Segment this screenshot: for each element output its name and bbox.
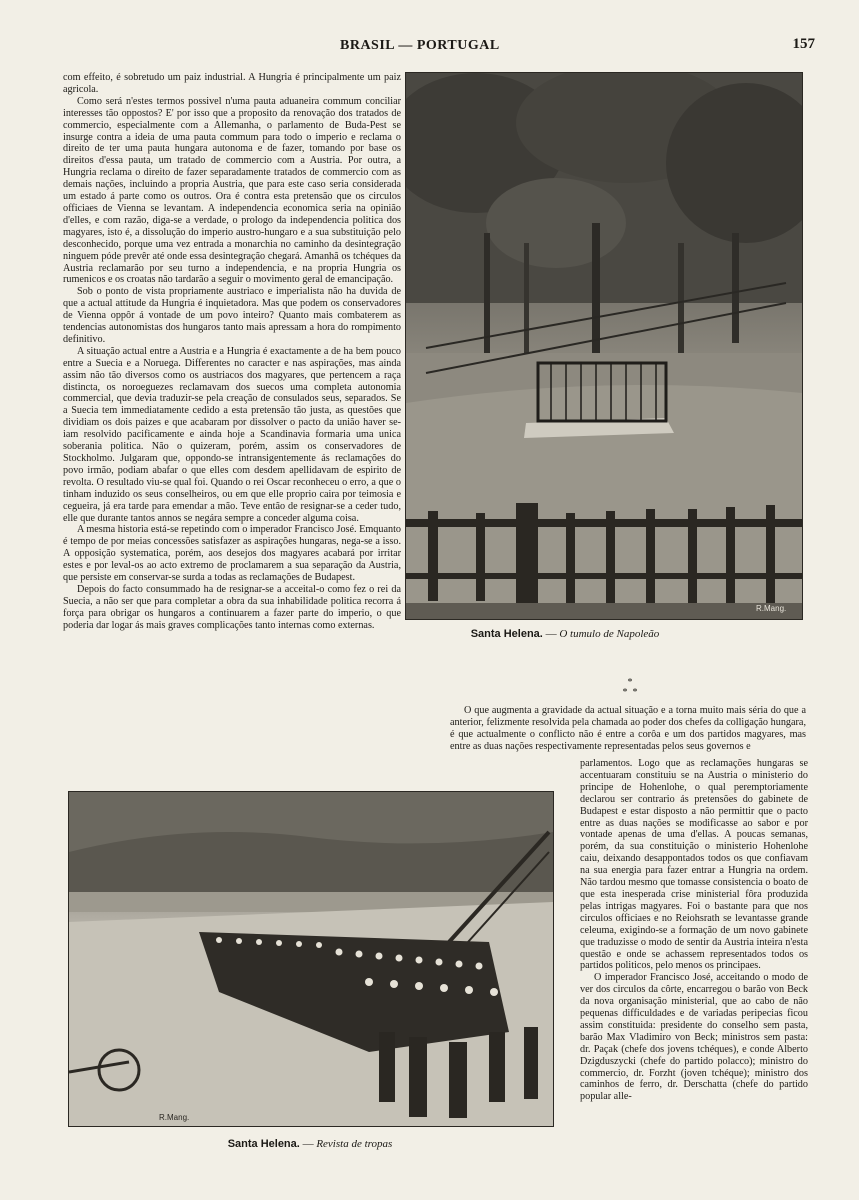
right-wide-text: [450, 705, 806, 763]
paragraph: O imperador Francisco José, acceitando o modo de ver dos circulos da côrte, encarregou o barão von Beck da nova organisação ministerial, que ao cabo de não pequenas difficuldades e de variadas peripecias ficou assim constituida: presidente do conselho sem pasta, barão Max Vladimiro von Beck; ministros sem pasta: dr. Paçak (chefe dos jovens tchéques), e conde Alberto Dzigduszycki (chefe do partido polacco); ministro do commercio, dr. Forzht (joven tchéque); ministro dos caminhos de ferro, dr. Derschatta (chefe do partido popular alle-: [580, 972, 808, 1103]
paragraph: A mesma historia está-se repetindo com o imperador Francisco José. Emquanto é tempo de por meias concessões satisfazer as aspirações hungaras, nega-se a isso. A opposição systematica, porém, aos desejos dos magyares acabará por irritar estes e por leval-os ao acto extremo de proclamarem a sua separação da Austria, que persiste em conservar-se surda a todas as reclamações de Budapest.: [63, 524, 401, 584]
running-title: BRASIL — PORTUGAL: [340, 38, 500, 53]
paragraph: Como será n'estes termos possivel n'uma pauta aduaneira commum conciliar interesses tão oppostos? E' por isso que a proposito da renovação dos tratados de commercio, especialmente com a Allemanha, o parlamento de Buda-Pest se insurge contra a ideia de uma pauta commum para todo o imperio e reclama o direito de ter uma pauta hungara autonoma e de fazer, tomando por base os direitos d'essa pauta, um tratado de commercio com a Austria. Por outra, a Hungria reclama o direito de fazer separadamente tratados de commercio com as demais nações, incluindo a propria Austria, que para este caso seria considerada um estado á parte como os outros. Ora é contra esta pretensão que os circulos officiaes de Vienna se levantam. A independencia economica seria na opinião d'elles, e com razão, diga-se a verdade, o prologo da independencia politica dos magyares, isto é, a dissolução do imperio austro-hungaro e a sua substituição pelo desconhecido, porque uma vez entrada a monarchia no caminho da desintegração ninguem póde prevêr até onde essa desintegração chegará. Amanhã os tchéques da Austria reclamarão por seu turno a independencia, e na propria Hungria os rumenicos e os croatas não tardarão a seguir o movimento geral de emancipação.: [63, 95, 401, 286]
tomb-photo-illustration: [406, 73, 802, 619]
paragraph: parlamentos. Logo que as reclamações hungaras se accentuaram constituiu se na Austria o ministerio do principe de Hohenlohe, o qual peremptoriamente declarou ser contrario ás pretensões do gabinete de Budapest e estar disposto a não permittir que o pacto entre as duas nações se modificasse ao sabor e por vontade apenas de uma d'ellas. A poucas semanas, porém, da sua constituição o ministerio Hohenlohe caiu, deixando desappontados todos os que confiavam na sua energia para fazer entrar a Hungria na ordem. Não tardou mesmo que tomasse consistencia o boato de que esta inesperada crise ministerial fôra produzida pelas intrigas magyares. Foi o bastante para que nos circulos officiaes e no Reiohsrath se levantasse grande celeuma, exigindo-se a formação de um novo gabinete que traduzisse o modo de sentir da Austria inteira n'esta questão e onde se achassem representados todos os partidos politicos, pelo menos os principaes.: [580, 758, 808, 972]
section-break-asterisks: [610, 678, 650, 698]
caption-title: Revista de tropas: [316, 1138, 393, 1150]
left-text-column: [63, 72, 401, 772]
figure-caption-bottom: [130, 1138, 490, 1150]
photo-signature: R.Mang.: [159, 1113, 190, 1122]
paragraph: Sob o ponto de vista propriamente austriaco e imperialista não ha duvida de que a actual attitude da Hungria é inquietadora. Mas que podem os conservadores de Vienna oppôr á vontade de um povo inteiro? Quanto mais combaterem as tendencias autonomistas dos hungaros tanto mais apressam a hora do rompimento definitivo.: [63, 286, 401, 345]
troops-photo-illustration: [69, 792, 553, 1126]
asterisk: *: [627, 677, 633, 688]
caption-place: Santa Helena.: [227, 1138, 300, 1150]
caption-title: O tumulo de Napoleão: [559, 628, 660, 640]
right-narrow-text-column: [580, 758, 808, 1154]
caption-separator: —: [542, 628, 560, 640]
photo-troop-review: [68, 791, 554, 1127]
caption-separator: —: [299, 1138, 317, 1150]
photo-napoleon-tomb: [405, 72, 803, 620]
paragraph: com effeito, é sobretudo um paiz industrial. A Hungria é principalmente um paiz agricola.: [63, 72, 401, 95]
paragraph: A situação actual entre a Austria e a Hungria é exactamente a de ha bem pouco entre a Suecia e a Noruega. Differentes no caracter e nas aspirações, mas ainda assim não tão diversos como os austriacos dos magyares, que pertencem a raça distincta, os noroeguezes reclamavam dos suecos uma completa autonomia commercial, que devia traduzir-se pela creação de consulados seus, separados. Se a Suecia tem immediatamente cedido a esta pretensão tão justa, as questões que dividiam os dois paizes e que acabaram por dissolver o pacto da união haver se-iam resolvido pacificamente e ainda hoje a Scandinavia formaria uma unica soberania politica. Não o quizeram, porém, assim os conservadores de Stockholmo. Julgaram que, oppondo-se intransigentemente ás reclamações do povo irmão, podiam abafar o que elles com desdem apellidavam de espirito de revolta. O resultado viu-se qual foi. Quando o rei Oscar reconheceu o erro, a que o tinham induzido os seus conselheiros, ou em que elle proprio caira por teimosia e cegueira, já era tarde para emendar a mão. Teve então de resignar-se a ceder tudo, elle que durante tantos annos se negára sempre a conceder alguma coisa.: [63, 345, 401, 524]
paragraph: O que augmenta a gravidade da actual situação e a torna muito mais séria do que a anterior, felizmente resolvida pela chamada ao poder dos chefes da colligação hungara, é que actualmente o conflicto não é entre a corôa e um dos partidos magyares, mas entre as duas nações respectivamente representadas pelos seus governos e: [450, 705, 806, 752]
paragraph: Depois do facto consummado ha de resignar-se a acceital-o como fez o rei da Suecia, a não ser que para completar a obra da sua inhabilidade politica recorra á força para obrigar os hungaros a continuarem a fazer parte do imperio, o que poderia dar logar ás mais graves complicações tanto internas como externas.: [63, 583, 401, 631]
figure-caption-top: [405, 628, 725, 640]
photo-signature: R.Mang.: [756, 604, 787, 613]
caption-place: Santa Helena.: [470, 628, 543, 640]
asterisk-pair: * *: [622, 687, 638, 698]
page-number: 157: [792, 36, 815, 52]
